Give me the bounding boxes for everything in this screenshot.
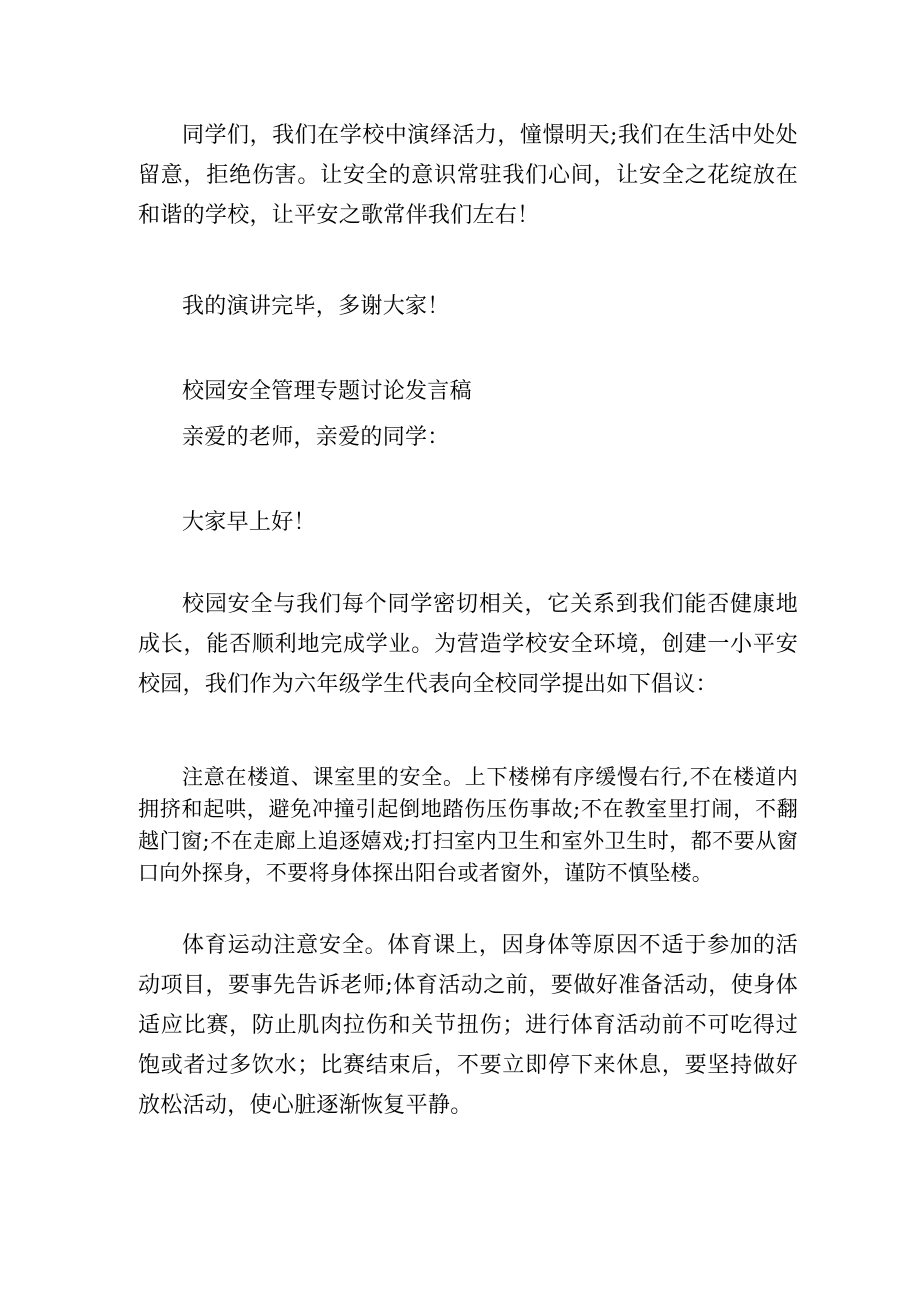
- paragraph-safety-closing: 同学们，我们在学校中演绎活力，憧憬明天;我们在生活中处处留意，拒绝伤害。让安全的意识常驻我们心间，让安全之花绽放在和谐的学校，让平安之歌常伴我们左右！: [138, 123, 798, 228]
- paragraph-corridor-safety: 注意在楼道、课室里的安全。上下楼梯有序缓慢右行,不在楼道内拥挤和起哄，避免冲撞引起倒地踏伤压伤事故;不在教室里打闹，不翻越门窗;不在走廊上追逐嬉戏;打扫室内卫生和室外卫生时，都不要从窗口向外探身，不要将身体探出阳台或者窗外，谨防不慎坠楼。: [138, 765, 798, 885]
- paragraph-sports-safety: 体育运动注意安全。体育课上，因身体等原因不适于参加的活动项目，要事先告诉老师;体育活动之前，要做好准备活动，使身体适应比赛，防止肌肉拉伤和关节扭伤；进行体育活动前不可吃得过饱或者过多饮水；比赛结束后，不要立即停下来休息，要坚持做好放松活动，使心脏逐渐恢复平静。: [138, 933, 798, 1118]
- document-title: 校园安全管理专题讨论发言稿: [182, 379, 472, 404]
- paragraph-speech-end: 我的演讲完毕，多谢大家！: [182, 294, 450, 319]
- salutation: 亲爱的老师，亲爱的同学：: [182, 425, 450, 450]
- greeting: 大家早上好！: [182, 510, 316, 535]
- paragraph-initiative: 校园安全与我们每个同学密切相关，它关系到我们能否健康地成长，能否顺利地完成学业。为营造学校安全环境，创建一小平安校园，我们作为六年级学生代表向全校同学提出如下倡议：: [138, 592, 798, 697]
